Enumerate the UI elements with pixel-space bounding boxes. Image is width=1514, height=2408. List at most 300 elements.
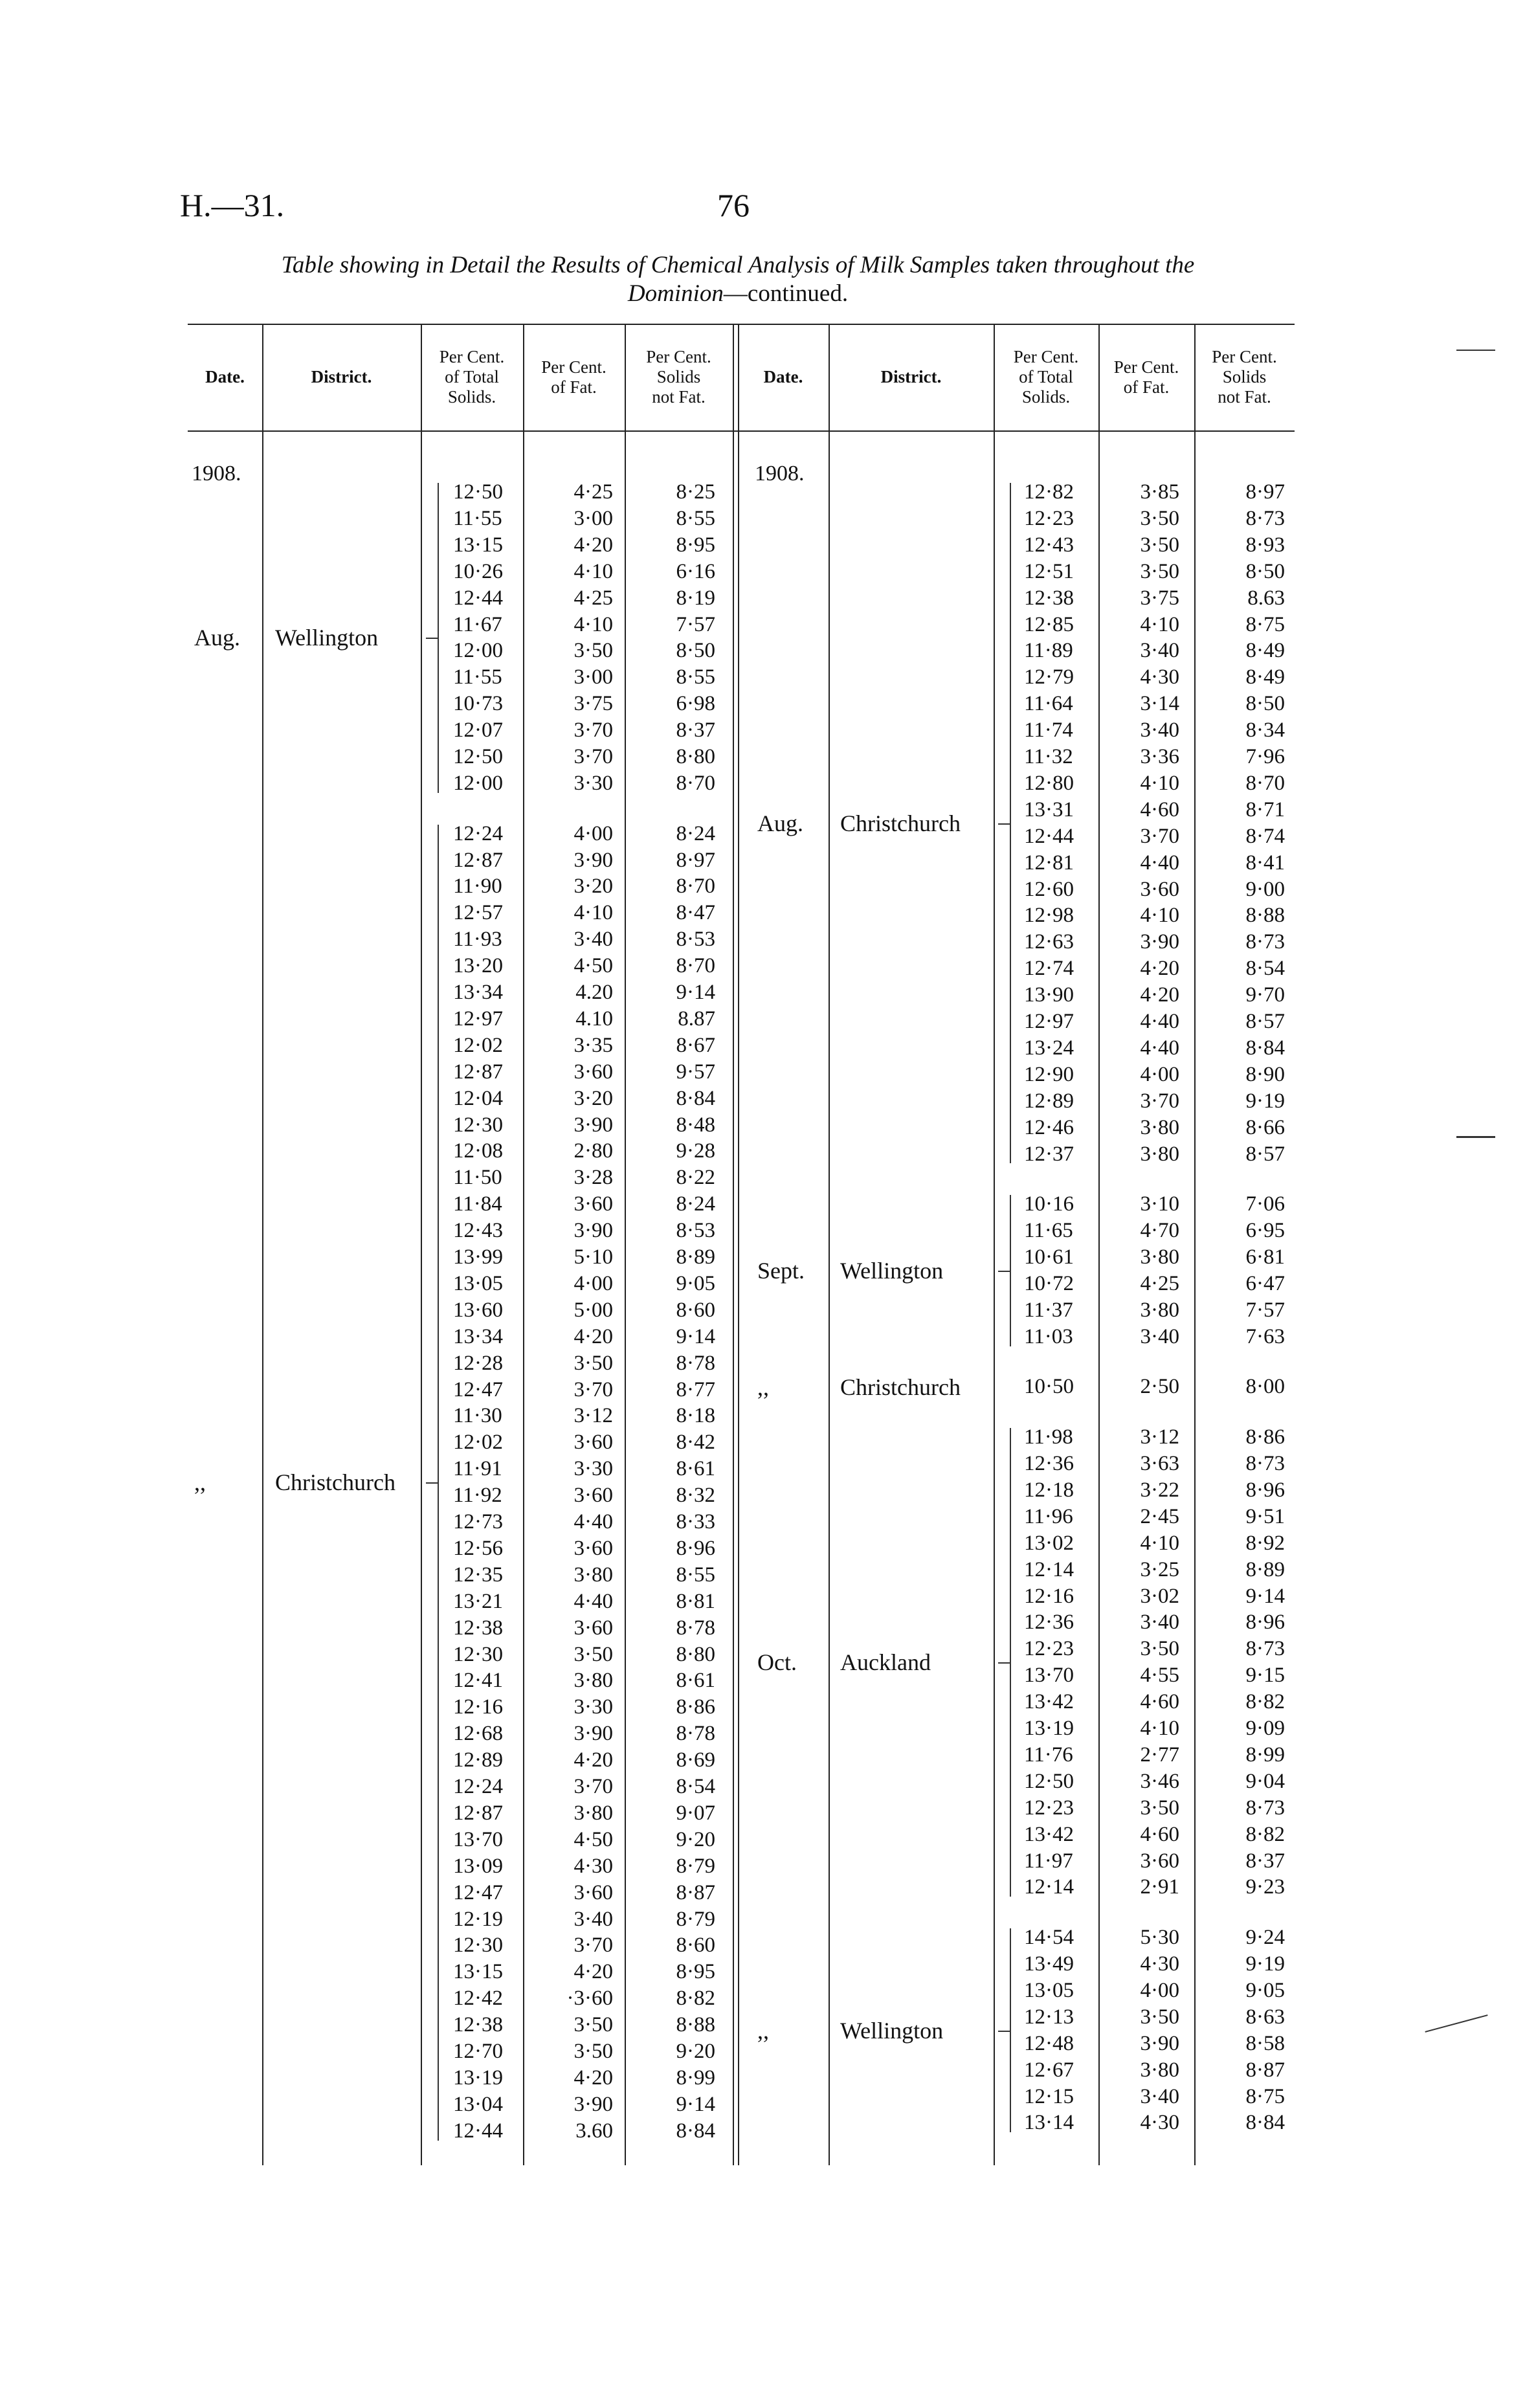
left-fat-cell: 4.10 <box>575 1007 613 1031</box>
right-total-solids-cell: 13·42 <box>1024 1822 1074 1846</box>
left-snf-cell: 8·87 <box>676 1880 715 1904</box>
title-dominion: Dominion <box>627 280 724 307</box>
right-total-solids-cell: 10·61 <box>1024 1245 1074 1269</box>
right-total-solids-cell: 12·50 <box>1024 1769 1074 1793</box>
left-fat-cell: 3·60 <box>573 1060 613 1084</box>
right-date-label: ,, <box>757 1374 769 1400</box>
right-total-solids-cell: 13·05 <box>1024 1978 1074 2002</box>
left-snf-cell: 8·70 <box>676 875 715 898</box>
left-snf-cell: 9·05 <box>676 1271 715 1295</box>
left-total-solids-cell: 12·68 <box>453 1722 503 1746</box>
table-title <box>175 251 1301 308</box>
left-snf-cell: 8·55 <box>676 1563 715 1587</box>
col-district-header: District. <box>880 367 942 386</box>
right-date-label: ,, <box>757 2017 769 2044</box>
right-snf-cell: 8·84 <box>1245 2111 1285 2135</box>
right-total-solids-cell: 12·18 <box>1024 1478 1074 1502</box>
left-fat-cell: 3·40 <box>573 928 613 952</box>
left-fat-cell: 3·20 <box>573 1086 613 1110</box>
right-snf-cell: 8·49 <box>1245 665 1285 689</box>
left-snf-cell: 8·84 <box>676 2119 715 2143</box>
right-fat-cell: 3·40 <box>1140 1611 1179 1634</box>
right-total-solids-cell: 12·14 <box>1024 1875 1074 1899</box>
right-snf-cell: 8·86 <box>1245 1425 1285 1449</box>
left-fat-cell: 4·25 <box>573 480 613 504</box>
right-total-solids-cell: 12·36 <box>1024 1611 1074 1634</box>
right-snf-cell: 8·49 <box>1245 639 1285 663</box>
left-total-solids-cell: 12·24 <box>453 1775 503 1798</box>
left-snf-cell: 8·89 <box>676 1245 715 1269</box>
left-fat-cell: 3·75 <box>573 692 613 716</box>
right-total-solids-cell: 12·89 <box>1024 1089 1074 1113</box>
left-fat-cell: 3·80 <box>573 1801 613 1825</box>
left-total-solids-cell: 12·00 <box>453 771 503 795</box>
left-total-solids-cell: 11·91 <box>453 1457 502 1481</box>
right-fat-cell: 4·30 <box>1140 1952 1179 1976</box>
left-snf-cell: 8·99 <box>676 2066 715 2090</box>
left-snf-cell: 8·77 <box>676 1377 715 1401</box>
right-total-solids-cell: 13·31 <box>1024 797 1074 821</box>
left-total-solids-cell: 12·50 <box>453 480 503 504</box>
left-fat-cell: 3·30 <box>573 771 613 795</box>
right-fat-cell: 3·02 <box>1140 1584 1179 1608</box>
left-snf-cell: 8·55 <box>676 665 715 689</box>
left-total-solids-cell: 12·30 <box>453 1934 503 1957</box>
right-snf-cell: 9·15 <box>1245 1664 1285 1688</box>
left-fat-cell: 3·30 <box>573 1457 613 1481</box>
right-fat-cell: 3·50 <box>1140 533 1179 557</box>
right-snf-cell: 8·70 <box>1245 771 1285 795</box>
left-snf-cell: 8·18 <box>676 1404 715 1428</box>
brace-tip <box>426 1482 439 1484</box>
right-snf-cell: 8·50 <box>1245 559 1285 583</box>
right-date-label: Oct. <box>757 1649 797 1676</box>
right-total-solids-cell: 12·36 <box>1024 1452 1074 1476</box>
right-snf-cell: 7·96 <box>1245 745 1285 768</box>
right-total-solids-cell: 12·80 <box>1024 771 1074 795</box>
right-total-solids-cell: 12·81 <box>1024 851 1074 875</box>
right-snf-cell: 7·63 <box>1245 1324 1285 1348</box>
left-date-label: Aug. <box>194 625 240 651</box>
left-fat-cell: 3·50 <box>573 1642 613 1666</box>
left-fat-cell: 3·80 <box>573 1669 613 1693</box>
page-number: 76 <box>717 187 750 223</box>
right-total-solids-cell: 10·50 <box>1024 1375 1074 1399</box>
right-snf-cell: 8·34 <box>1245 719 1285 742</box>
left-snf-cell: 8·96 <box>676 1536 715 1560</box>
left-fat-cell: 3·70 <box>573 745 613 768</box>
right-total-solids-cell: 13·42 <box>1024 1690 1074 1714</box>
right-snf-cell: 8·99 <box>1245 1743 1285 1767</box>
right-total-solids-cell: 12·16 <box>1024 1584 1074 1608</box>
left-fat-cell: 5·00 <box>573 1298 613 1322</box>
col-fat-header-line: of Fat. <box>1123 377 1170 397</box>
left-snf-cell: 9·07 <box>676 1801 715 1825</box>
left-fat-cell: 4·50 <box>573 954 613 978</box>
right-date-label: Aug. <box>757 810 803 836</box>
left-total-solids-cell: 12·38 <box>453 2013 503 2037</box>
left-snf-cell: 8·54 <box>676 1775 715 1798</box>
left-total-solids-cell: 12·43 <box>453 1219 503 1243</box>
left-fat-cell: 4·10 <box>573 559 613 583</box>
left-snf-cell: 8·95 <box>676 1960 715 1984</box>
right-total-solids-cell: 13·90 <box>1024 983 1074 1007</box>
left-total-solids-cell: 13·09 <box>453 1854 503 1878</box>
right-fat-cell: 3·75 <box>1140 586 1179 610</box>
left-snf-cell: 8.87 <box>678 1007 715 1031</box>
left-total-solids-cell: 12·97 <box>453 1007 503 1031</box>
left-fat-cell: 4·40 <box>573 1510 613 1533</box>
brace-tip <box>998 2031 1011 2032</box>
left-snf-cell: 8·22 <box>676 1166 715 1190</box>
right-snf-cell: 9·19 <box>1245 1089 1285 1113</box>
column-rule <box>421 324 422 2165</box>
right-fat-cell: 4·40 <box>1140 1036 1179 1060</box>
left-fat-cell: 4·00 <box>573 821 613 845</box>
right-snf-cell: 8·41 <box>1245 851 1285 875</box>
left-snf-cell: 8·33 <box>676 1510 715 1533</box>
left-fat-cell: 3·90 <box>573 1219 613 1243</box>
left-fat-cell: 3·00 <box>573 506 613 530</box>
right-fat-cell: 2·91 <box>1140 1875 1179 1899</box>
group-brace <box>438 483 449 793</box>
left-fat-cell: 3·90 <box>573 1722 613 1746</box>
right-total-solids-cell: 12·74 <box>1024 957 1074 981</box>
right-snf-cell: 8·73 <box>1245 930 1285 954</box>
right-total-solids-cell: 12·13 <box>1024 2005 1074 2029</box>
right-total-solids-cell: 11·03 <box>1024 1324 1073 1348</box>
right-fat-cell: 3·14 <box>1140 692 1179 716</box>
left-total-solids-cell: 12·28 <box>453 1351 503 1375</box>
right-fat-cell: 3·36 <box>1140 745 1179 768</box>
left-total-solids-cell: 13·15 <box>453 1960 503 1984</box>
left-fat-cell: 3·90 <box>573 848 613 872</box>
left-fat-cell: 3·90 <box>573 2092 613 2116</box>
left-snf-cell: 9·20 <box>676 2040 715 2063</box>
right-total-solids-cell: 10·72 <box>1024 1271 1074 1295</box>
left-snf-cell: 9·14 <box>676 2092 715 2116</box>
right-total-solids-cell: 12·51 <box>1024 559 1074 583</box>
left-snf-cell: 8·81 <box>676 1589 715 1613</box>
title-main: Table showing in Detail the Results of Chemical Analysis of Milk Samples taken throughout the <box>281 252 1195 278</box>
right-fat-cell: 4·10 <box>1140 771 1179 795</box>
right-total-solids-cell: 10·16 <box>1024 1192 1074 1216</box>
brace-tip <box>426 638 439 639</box>
left-total-solids-cell: 13·21 <box>453 1589 503 1613</box>
right-snf-cell: 9·14 <box>1245 1584 1285 1608</box>
right-total-solids-cell: 13·19 <box>1024 1717 1074 1741</box>
right-fat-cell: 3·50 <box>1140 506 1179 530</box>
right-snf-cell: 8·74 <box>1245 824 1285 848</box>
left-total-solids-cell: 13·34 <box>453 981 503 1004</box>
left-fat-cell: 3·80 <box>573 1563 613 1587</box>
left-fat-cell: 4·20 <box>573 1324 613 1348</box>
right-total-solids-cell: 12·98 <box>1024 904 1074 928</box>
left-total-solids-cell: 13·19 <box>453 2066 503 2090</box>
right-fat-cell: 3·40 <box>1140 2084 1179 2108</box>
left-total-solids-cell: 12·44 <box>453 586 503 610</box>
left-total-solids-cell: 12·56 <box>453 1536 503 1560</box>
left-fat-cell: 4·30 <box>573 1854 613 1878</box>
left-fat-cell: 4·20 <box>573 533 613 557</box>
right-fat-cell: 3·60 <box>1140 1849 1179 1873</box>
left-fat-cell: 3·50 <box>573 1351 613 1375</box>
right-total-solids-cell: 13·49 <box>1024 1952 1074 1976</box>
left-snf-cell: 8·48 <box>676 1113 715 1137</box>
left-fat-cell: 3·60 <box>573 1484 613 1508</box>
col-date-header: Date. <box>763 367 803 386</box>
left-total-solids-cell: 12·47 <box>453 1880 503 1904</box>
right-snf-cell: 6·81 <box>1245 1245 1285 1269</box>
left-snf-cell: 8·78 <box>676 1616 715 1640</box>
left-snf-cell: 8·24 <box>676 1192 715 1216</box>
right-total-solids-cell: 12·82 <box>1024 480 1074 504</box>
left-snf-cell: 8·88 <box>676 2013 715 2037</box>
left-fat-cell: 3·60 <box>573 1536 613 1560</box>
right-fat-cell: 3·46 <box>1140 1769 1179 1793</box>
right-total-solids-cell: 13·02 <box>1024 1531 1074 1555</box>
column-rule <box>625 324 626 2165</box>
col-date-header: Date. <box>205 367 245 386</box>
left-snf-cell: 8·84 <box>676 1086 715 1110</box>
right-total-solids-cell: 12·63 <box>1024 930 1074 954</box>
left-fat-cell: 5·10 <box>573 1245 613 1269</box>
left-snf-cell: 8·60 <box>676 1934 715 1957</box>
left-total-solids-cell: 12·16 <box>453 1695 503 1719</box>
left-total-solids-cell: 12·57 <box>453 901 503 925</box>
left-total-solids-cell: 12·41 <box>453 1669 503 1693</box>
left-snf-cell: 8·70 <box>676 771 715 795</box>
group-brace <box>438 825 449 2141</box>
right-date-label: Sept. <box>757 1257 805 1284</box>
right-total-solids-cell: 11·89 <box>1024 639 1073 663</box>
left-snf-cell: 8·37 <box>676 719 715 742</box>
right-snf-cell: 8·63 <box>1245 2005 1285 2029</box>
right-snf-cell: 8·89 <box>1245 1557 1285 1581</box>
right-fat-cell: 3·40 <box>1140 719 1179 742</box>
left-snf-cell: 6·98 <box>676 692 715 716</box>
right-fat-cell: 3·80 <box>1140 1245 1179 1269</box>
left-snf-cell: 8·79 <box>676 1907 715 1931</box>
left-snf-cell: 7·57 <box>676 612 715 636</box>
right-fat-cell: 4·20 <box>1140 957 1179 981</box>
left-total-solids-cell: 12·87 <box>453 1060 503 1084</box>
scan-mark <box>1425 2014 1487 2033</box>
col-total-solids-header-line: of Total <box>1019 367 1073 386</box>
col-fat-header-line: Per Cent. <box>541 357 607 377</box>
left-snf-cell: 8·80 <box>676 745 715 768</box>
right-total-solids-cell: 11·65 <box>1024 1219 1073 1243</box>
left-fat-cell: 3·70 <box>573 1377 613 1401</box>
left-snf-cell: 9·14 <box>676 1324 715 1348</box>
right-fat-cell: 4·10 <box>1140 1531 1179 1555</box>
left-snf-cell: 8·78 <box>676 1351 715 1375</box>
right-total-solids-cell: 12·23 <box>1024 1796 1074 1820</box>
left-total-solids-cell: 12·70 <box>453 2040 503 2063</box>
right-snf-cell: 8·54 <box>1245 957 1285 981</box>
col-total-solids-header-line: of Total <box>445 367 499 386</box>
left-total-solids-cell: 12·24 <box>453 821 503 845</box>
left-fat-cell: 3·20 <box>573 875 613 898</box>
right-total-solids-cell: 12·67 <box>1024 2058 1074 2082</box>
left-total-solids-cell: 12·50 <box>453 745 503 768</box>
right-total-solids-cell: 11·98 <box>1024 1425 1073 1449</box>
right-total-solids-cell: 11·32 <box>1024 745 1073 768</box>
right-fat-cell: 2·77 <box>1140 1743 1179 1767</box>
left-fat-cell: 4·40 <box>573 1589 613 1613</box>
right-total-solids-cell: 11·97 <box>1024 1849 1073 1873</box>
right-snf-cell: 8·75 <box>1245 612 1285 636</box>
right-total-solids-cell: 13·70 <box>1024 1664 1074 1688</box>
left-snf-cell: 8·78 <box>676 1722 715 1746</box>
left-fat-cell: 4·25 <box>573 586 613 610</box>
right-total-solids-cell: 12·37 <box>1024 1142 1074 1166</box>
right-fat-cell: 4·10 <box>1140 1717 1179 1741</box>
left-total-solids-cell: 10·26 <box>453 559 503 583</box>
right-fat-cell: 3·63 <box>1140 1452 1179 1476</box>
right-fat-cell: 4·60 <box>1140 1822 1179 1846</box>
right-total-solids-cell: 12·23 <box>1024 1637 1074 1661</box>
left-snf-cell: 6·16 <box>676 559 715 583</box>
left-fat-cell: 3·60 <box>573 1431 613 1455</box>
left-snf-cell: 8·19 <box>676 586 715 610</box>
right-snf-cell: 8.63 <box>1247 586 1285 610</box>
right-fat-cell: 3·50 <box>1140 2005 1179 2029</box>
left-date-label: ,, <box>194 1469 206 1496</box>
right-fat-cell: 2·50 <box>1140 1375 1179 1399</box>
right-fat-cell: 3·80 <box>1140 1115 1179 1139</box>
right-fat-cell: 5·30 <box>1140 1926 1179 1950</box>
right-fat-cell: 3·90 <box>1140 930 1179 954</box>
column-rule <box>738 324 739 2165</box>
right-snf-cell: 8·57 <box>1245 1142 1285 1166</box>
left-total-solids-cell: 12·04 <box>453 1086 503 1110</box>
right-total-solids-cell: 12·60 <box>1024 877 1074 901</box>
left-snf-cell: 8·42 <box>676 1431 715 1455</box>
group-brace <box>1010 1195 1021 1346</box>
right-snf-cell: 8·82 <box>1245 1822 1285 1846</box>
left-fat-cell: 2·80 <box>573 1139 613 1163</box>
brace-tip <box>998 1662 1011 1664</box>
left-fat-cell: 3·70 <box>573 719 613 742</box>
right-snf-cell: 7·06 <box>1245 1192 1285 1216</box>
left-total-solids-cell: 10·73 <box>453 692 503 716</box>
left-snf-cell: 8·79 <box>676 1854 715 1878</box>
col-snf-header-line: Solids <box>656 367 701 386</box>
left-total-solids-cell: 12·44 <box>453 2119 503 2143</box>
right-total-solids-cell: 12·46 <box>1024 1115 1074 1139</box>
left-total-solids-cell: 11·67 <box>453 612 502 636</box>
right-total-solids-cell: 13·24 <box>1024 1036 1074 1060</box>
left-snf-cell: 8·70 <box>676 954 715 978</box>
right-fat-cell: 4·00 <box>1140 1062 1179 1086</box>
right-snf-cell: 9·00 <box>1245 877 1285 901</box>
right-fat-cell: 4·40 <box>1140 1010 1179 1033</box>
right-snf-cell: 8·93 <box>1245 533 1285 557</box>
right-fat-cell: 3·90 <box>1140 2031 1179 2055</box>
scan-mark <box>1456 350 1495 351</box>
brace-tip <box>998 823 1011 825</box>
right-fat-cell: 4·55 <box>1140 1664 1179 1688</box>
left-snf-cell: 8·53 <box>676 928 715 952</box>
left-snf-cell: 8·25 <box>676 480 715 504</box>
right-snf-cell: 8·58 <box>1245 2031 1285 2055</box>
right-district-label: Christchurch <box>840 1374 961 1400</box>
left-snf-cell: 8·61 <box>676 1457 715 1481</box>
right-fat-cell: 3·50 <box>1140 1637 1179 1661</box>
right-snf-cell: 9·23 <box>1245 1875 1285 1899</box>
right-district-label: Auckland <box>840 1649 931 1676</box>
right-fat-cell: 4·70 <box>1140 1219 1179 1243</box>
left-fat-cell: 3·40 <box>573 1907 613 1931</box>
group-brace <box>1010 1928 1021 2132</box>
right-snf-cell: 8·50 <box>1245 692 1285 716</box>
right-total-solids-cell: 13·14 <box>1024 2111 1074 2135</box>
left-fat-cell: 4·20 <box>573 2066 613 2090</box>
col-total-solids-header-line: Solids. <box>447 387 496 407</box>
right-total-solids-cell: 12·44 <box>1024 824 1074 848</box>
left-fat-cell: 4·00 <box>573 1271 613 1295</box>
left-total-solids-cell: 13·70 <box>453 1827 503 1851</box>
left-total-solids-cell: 12·87 <box>453 1801 503 1825</box>
right-fat-cell: 4·60 <box>1140 797 1179 821</box>
right-snf-cell: 8·37 <box>1245 1849 1285 1873</box>
left-fat-cell: 4.20 <box>575 981 613 1004</box>
left-total-solids-cell: 13·04 <box>453 2092 503 2116</box>
right-fat-cell: 4·00 <box>1140 1978 1179 2002</box>
left-fat-cell: 3·70 <box>573 1775 613 1798</box>
left-total-solids-cell: 11·50 <box>453 1166 502 1190</box>
left-snf-cell: 8·47 <box>676 901 715 925</box>
left-fat-cell: 3·60 <box>573 1192 613 1216</box>
left-fat-cell: 4·20 <box>573 1960 613 1984</box>
right-snf-cell: 8·57 <box>1245 1010 1285 1033</box>
right-snf-cell: 8·73 <box>1245 1637 1285 1661</box>
right-fat-cell: 4·30 <box>1140 2111 1179 2135</box>
left-fat-cell: 3·50 <box>573 2013 613 2037</box>
right-fat-cell: 4·20 <box>1140 983 1179 1007</box>
group-brace <box>1010 1428 1021 1897</box>
left-snf-cell: 8·55 <box>676 506 715 530</box>
right-snf-cell: 8·97 <box>1245 480 1285 504</box>
right-snf-cell: 8·66 <box>1245 1115 1285 1139</box>
left-total-solids-cell: 13·15 <box>453 533 503 557</box>
right-snf-cell: 8·90 <box>1245 1062 1285 1086</box>
right-fat-cell: 3·12 <box>1140 1425 1179 1449</box>
column-rule <box>523 324 524 2165</box>
right-fat-cell: 4·10 <box>1140 904 1179 928</box>
right-snf-cell: 8·88 <box>1245 904 1285 928</box>
group-brace <box>1010 483 1021 1163</box>
left-snf-cell: 8·95 <box>676 533 715 557</box>
left-snf-cell: 8·53 <box>676 1219 715 1243</box>
left-district-label: Wellington <box>275 625 379 651</box>
left-total-solids-cell: 13·99 <box>453 1245 503 1269</box>
right-snf-cell: 8·84 <box>1245 1036 1285 1060</box>
right-fat-cell: 3·80 <box>1140 1142 1179 1166</box>
left-fat-cell: 4·20 <box>573 1748 613 1772</box>
left-total-solids-cell: 13·20 <box>453 954 503 978</box>
left-snf-cell: 8·32 <box>676 1484 715 1508</box>
left-snf-cell: 8·24 <box>676 821 715 845</box>
left-total-solids-cell: 11·55 <box>453 665 502 689</box>
col-snf-header-line: Per Cent. <box>646 347 711 366</box>
right-fat-cell: 3·22 <box>1140 1478 1179 1502</box>
left-total-solids-cell: 12·42 <box>453 1987 503 2011</box>
right-total-solids-cell: 12·14 <box>1024 1557 1074 1581</box>
col-total-solids-header-line: Per Cent. <box>1013 347 1079 366</box>
right-fat-cell: 4·60 <box>1140 1690 1179 1714</box>
